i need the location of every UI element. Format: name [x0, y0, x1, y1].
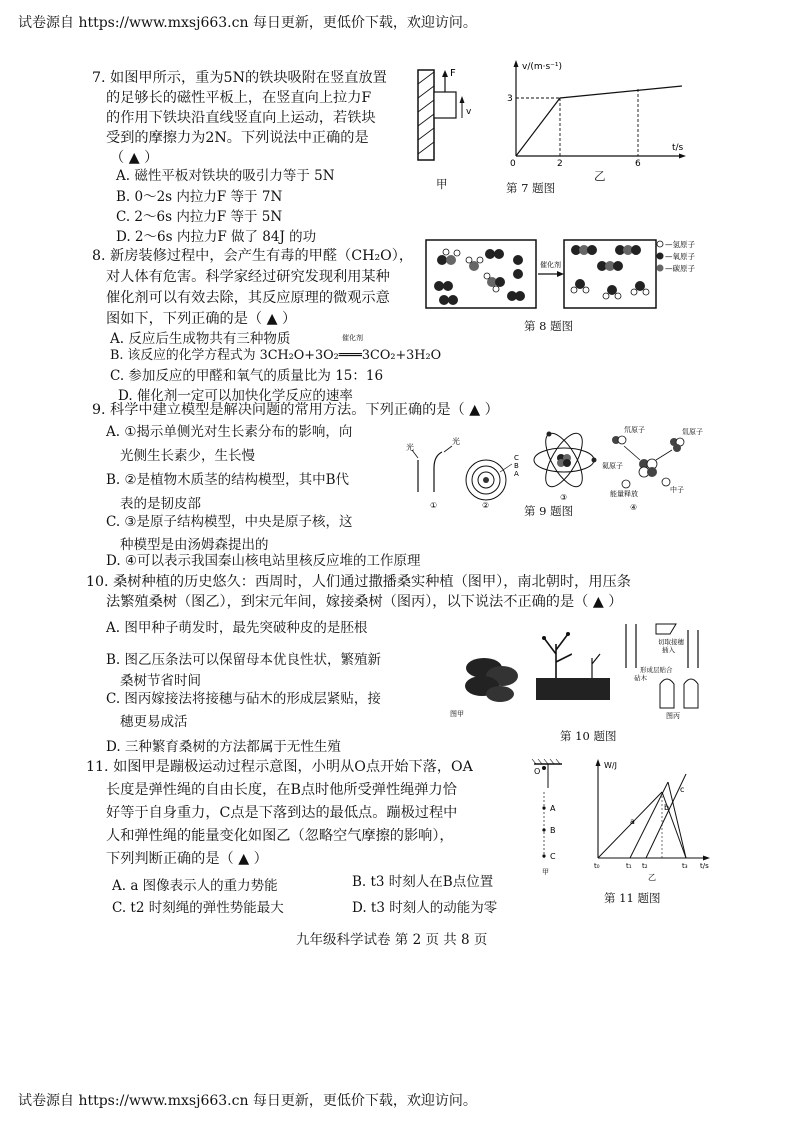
q9-neutron-label: 中子: [670, 486, 684, 494]
q7-force-label: F: [450, 68, 456, 79]
q9-model-1-label: ①: [430, 501, 438, 510]
q9-light-label-1: 光: [406, 443, 414, 452]
q9-option-b-cont: 表的是韧皮部: [120, 496, 201, 512]
q8-stem-line: 图如下，下列正确的是（ ▲ ）: [106, 311, 297, 327]
q11-figure-jia: [530, 758, 574, 878]
q9-stem-layer-a: A: [514, 470, 519, 478]
q11-fig-jia-label: 甲: [542, 868, 549, 876]
q9-model-3-label: ③: [560, 493, 568, 502]
q10-option-b: B. 图乙压条法可以保留母本优良性状，繁殖新: [106, 652, 382, 668]
q8-arrow-label: 催化剂: [540, 261, 561, 269]
q11-tick-t3: t₃: [682, 862, 688, 870]
q8-stem-line: 8. 新房装修过程中，会产生有毒的甲醛（CH₂O），: [92, 248, 414, 264]
q9-option-a-cont: 光侧生长素少，生长慢: [120, 448, 255, 464]
q11-curve-b: b: [664, 803, 670, 812]
page-number-footer: 九年级科学试卷 第 2 页 共 8 页: [296, 932, 488, 948]
q8-option-c: C. 参加反应的甲醛和氧气的质量比为 15：16: [110, 368, 384, 384]
q10-option-b-cont: 桑树节省时间: [120, 673, 201, 689]
q7-tick-2: 2: [557, 159, 563, 169]
q8-stem-line: 对人体有危害。科学家经过研究发现利用某种: [106, 269, 390, 285]
q9-stem-layer-b: B: [514, 462, 519, 470]
q11-point-o: O: [534, 767, 541, 776]
q9-deuterium-label: 氘原子: [624, 426, 645, 434]
q9-models-figure: [404, 420, 703, 512]
q7-stem-line: 的足够长的磁性平板上，在竖直向上拉力F: [106, 90, 372, 106]
q10-option-c: C. 图丙嫁接法将接穗与砧木的形成层紧贴，接: [106, 691, 381, 707]
q10-fig-bing-label: 图丙: [666, 712, 680, 720]
q11-option-c: C. t2 时刻绳的弹性势能最大: [112, 900, 284, 916]
q10-fig-jia-label: 图甲: [450, 710, 464, 718]
footer-source-note: 试卷源自 https://www.mxsj663.cn 每日更新，更低价下载，欢迎访问。: [18, 1093, 477, 1109]
q10-rootstock-label: 砧木: [634, 674, 647, 682]
q9-option-a: A. ①揭示单侧光对生长素分布的影响，向: [106, 424, 353, 440]
q7-tick-0: 0: [510, 159, 516, 169]
q10-option-d: D. 三种繁育桑树的方法都属于无性生殖: [106, 739, 341, 755]
q9-model-4-label: ④: [630, 503, 638, 512]
q11-stem-line: 人和弹性绳的能量变化如图乙（忽略空气摩擦的影响），: [106, 828, 454, 844]
q10-stem-line: 10. 桑树种植的历史悠久：西周时，人们通过撒播桑实种植（图甲），南北朝时，用压条: [86, 574, 631, 590]
q8-option-a: A. 反应后生成物共有三种物质: [110, 331, 291, 347]
q7-option-c: C. 2～6s 内拉力F 等于 5N: [116, 209, 283, 225]
q9-helium-label: 氦原子: [602, 462, 623, 470]
q7-caption: 第 7 题图: [506, 181, 556, 195]
q7-tick-6: 6: [635, 159, 641, 169]
header-source-note: 试卷源自 https://www.mxsj663.cn 每日更新，更低价下载，欢迎访问。: [18, 15, 477, 31]
q10-cambium-label: 形成层贴合: [640, 666, 673, 674]
q11-point-c: C: [550, 852, 556, 861]
q9-stem-layer-c: C: [514, 454, 519, 462]
q7-stem-line: 受到的摩擦力为2N。下列说法中正确的是: [106, 130, 369, 146]
q10-propagation-figure: [440, 604, 710, 720]
q7-option-b: B. 0～2s 内拉力F 等于 7N: [116, 189, 283, 205]
q11-tick-t1: t₁: [626, 862, 632, 870]
q8-caption: 第 8 题图: [524, 319, 574, 333]
q7-vt-graph: [498, 58, 690, 180]
q7-tick-3: 3: [507, 94, 513, 104]
q8-legend-carbon: —碳原子: [665, 264, 695, 273]
q8-legend-oxygen: —氧原子: [665, 252, 695, 261]
q8-option-b: B. 该反应的化学方程式为 3CH₂O+3O₂═══3CO₂+3H₂O: [110, 348, 442, 363]
q7-option-d: D. 2～6s 内拉力F 做了 84J 的功: [116, 229, 317, 245]
q9-caption: 第 9 题图: [524, 504, 574, 518]
q8-reaction-diagram: [424, 236, 695, 316]
q9-tritium-label: 氚原子: [682, 428, 703, 436]
q11-energy-graph: [590, 756, 714, 882]
q10-caption: 第 10 题图: [560, 729, 617, 743]
q9-option-d: D. ④可以表示我国秦山核电站里核反应堆的工作原理: [106, 553, 421, 569]
q11-tick-t2: t₂: [642, 862, 648, 870]
q11-caption: 第 11 题图: [604, 891, 661, 905]
q7-stem-line: 7. 如图甲所示，重为5N的铁块吸附在竖直放置: [92, 70, 387, 86]
q7-stem-line: 的作用下铁块沿直线竖直向上运动，若铁块: [106, 110, 376, 126]
q7-axis-x-label: t/s: [672, 143, 684, 153]
q7-stem-line: （ ▲ ）: [110, 150, 159, 166]
q11-stem-line: 长度是弹性绳的自由长度，在B点时他所受弹性绳弹力恰: [106, 782, 457, 798]
q7-axis-y-label: v/(m·s⁻¹): [522, 62, 563, 72]
q7-fig-jia-label: 甲: [436, 177, 448, 191]
q8-stem-line: 催化剂可以有效去除，其反应原理的微观示意: [106, 290, 390, 306]
q9-option-c-cont: 种模型是由汤姆森提出的: [120, 537, 269, 553]
q11-stem-line: 下列判断正确的是（ ▲ ）: [106, 851, 268, 867]
q11-option-b: B. t3 时刻人在B点位置: [352, 874, 494, 890]
q11-point-b: B: [550, 826, 556, 835]
q9-model-2-label: ②: [482, 501, 490, 510]
q11-tick-t0: t₀: [594, 862, 600, 870]
q11-point-a: A: [550, 804, 556, 813]
q9-stem-line: 9. 科学中建立模型是解决问题的常用方法。下列正确的是（ ▲ ）: [92, 402, 499, 418]
q10-option-a: A. 图甲种子萌发时，最先突破种皮的是胚根: [106, 620, 368, 636]
q11-axis-y-label: W/J: [604, 761, 617, 770]
q11-option-d: D. t3 时刻人的动能为零: [352, 900, 498, 916]
q7-figure-jia: [410, 66, 480, 166]
q11-curve-a: a: [630, 817, 635, 826]
q11-curve-c: c: [680, 785, 685, 794]
q7-option-a: A. 磁性平板对铁块的吸引力等于 5N: [116, 168, 335, 184]
q11-stem-line: 11. 如图甲是蹦极运动过程示意图，小明从O点开始下落，OA: [86, 759, 473, 775]
q8-option-d: D. 催化剂一定可以加快化学反应的速率: [118, 388, 353, 404]
q8-catalyst-small: 催化剂: [342, 334, 363, 342]
q9-light-label-2: 光: [452, 437, 460, 446]
q10-insert-label: 插入: [662, 646, 675, 654]
q11-stem-line: 好等于自身重力，C点是下落到达的最低点。蹦极过程中: [106, 805, 458, 821]
q10-scion-label: 切取接穗: [658, 638, 684, 646]
q11-fig-yi-label: 乙: [648, 873, 656, 882]
q9-energy-label: 能量释放: [610, 490, 638, 498]
q7-fig-yi-label: 乙: [594, 169, 606, 183]
q8-legend-hydrogen: —氢原子: [665, 240, 695, 249]
q11-axis-x-label: t/s: [700, 862, 709, 870]
q9-option-b: B. ②是植物木质茎的结构模型，其中B代: [106, 472, 350, 488]
q10-stem-line: 法繁殖桑树（图乙），到宋元年间，嫁接桑树（图丙），以下说法不正确的是（ ▲ ）: [106, 594, 623, 610]
q7-velocity-label: v: [466, 107, 472, 117]
q10-option-c-cont: 穗更易成活: [120, 714, 188, 730]
q9-option-c: C. ③是原子结构模型，中央是原子核，这: [106, 514, 353, 530]
q11-option-a: A. a 图像表示人的重力势能: [112, 878, 278, 894]
